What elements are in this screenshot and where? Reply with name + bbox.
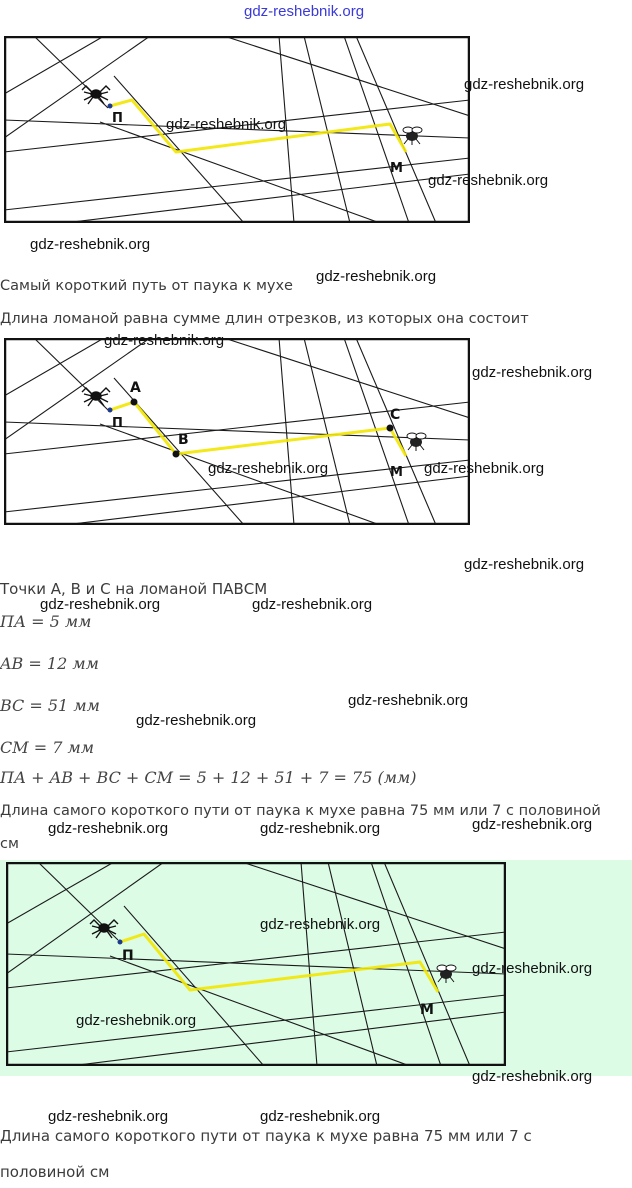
final-answer-line-1: Длина самого короткого пути от паука к мухе равна 75 мм или 7 с [0,1127,532,1145]
equation-pa: ПА = 5 мм [0,612,92,631]
watermark-top: gdz-reshebnik.org [244,3,365,20]
watermark: gdz-reshebnik.org [316,268,437,285]
watermark: gdz-reshebnik.org [260,1108,381,1125]
watermark: gdz-reshebnik.org [472,1068,593,1085]
label-fly: М [390,465,403,480]
watermark: gdz-reshebnik.org [48,1108,169,1125]
watermark: gdz-reshebnik.org [208,460,329,477]
spider-icon [82,86,110,104]
equation-ab: AB = 12 мм [0,654,99,673]
spider-point [108,104,113,109]
fly-icon [407,433,426,451]
point-b [173,451,180,458]
watermark: gdz-reshebnik.org [104,332,225,349]
label-spider: П [112,111,123,126]
label-spider: П [122,948,134,964]
final-answer-line-2: половиной см [0,1163,110,1181]
watermark: gdz-reshebnik.org [472,816,593,833]
label-c: C [390,407,401,423]
point-c [387,425,394,432]
fly-icon [437,965,456,983]
spider-point [108,408,113,413]
watermark: gdz-reshebnik.org [40,596,161,613]
caption-shortest-path: Самый короткий путь от паука к мухе [0,278,293,294]
watermark: gdz-reshebnik.org [428,172,549,189]
spider-point [118,940,123,945]
watermark: gdz-reshebnik.org [48,820,169,837]
watermark: gdz-reshebnik.org [260,820,381,837]
label-fly: М [390,161,403,176]
watermark: gdz-reshebnik.org [76,1012,197,1029]
web-figure-2 [4,338,470,525]
spider-icon [82,388,110,406]
caption-polyline-length: Длина ломаной равна сумме длин отрезков, из которых она состоит [0,311,529,327]
watermark: gdz-reshebnik.org [472,364,593,381]
answer-line-1: Длина самого короткого пути от паука к мухе равна 75 мм или 7 с половиной [0,803,601,819]
watermark: gdz-reshebnik.org [464,556,585,573]
web-figure-3 [6,862,506,1066]
watermark: gdz-reshebnik.org [136,712,257,729]
watermark: gdz-reshebnik.org [252,596,373,613]
watermark: gdz-reshebnik.org [166,116,287,133]
watermark: gdz-reshebnik.org [348,692,469,709]
watermark: gdz-reshebnik.org [472,960,593,977]
watermark: gdz-reshebnik.org [424,460,545,477]
point-a [131,399,138,406]
label-spider: П [112,416,123,431]
watermark: gdz-reshebnik.org [464,76,585,93]
label-a: A [130,380,141,396]
label-fly: М [420,1002,434,1018]
equation-sum: ПА + AB + BC + CM = 5 + 12 + 51 + 7 = 75 (мм) [0,768,417,787]
label-b: B [178,432,189,448]
equation-bc: BC = 51 мм [0,696,100,715]
answer-line-2: см [0,836,19,852]
equation-cm: CM = 7 мм [0,738,94,757]
watermark: gdz-reshebnik.org [260,916,381,933]
points-description: Точки A, B и C на ломаной ПАВСМ [0,580,268,598]
watermark: gdz-reshebnik.org [30,236,151,253]
